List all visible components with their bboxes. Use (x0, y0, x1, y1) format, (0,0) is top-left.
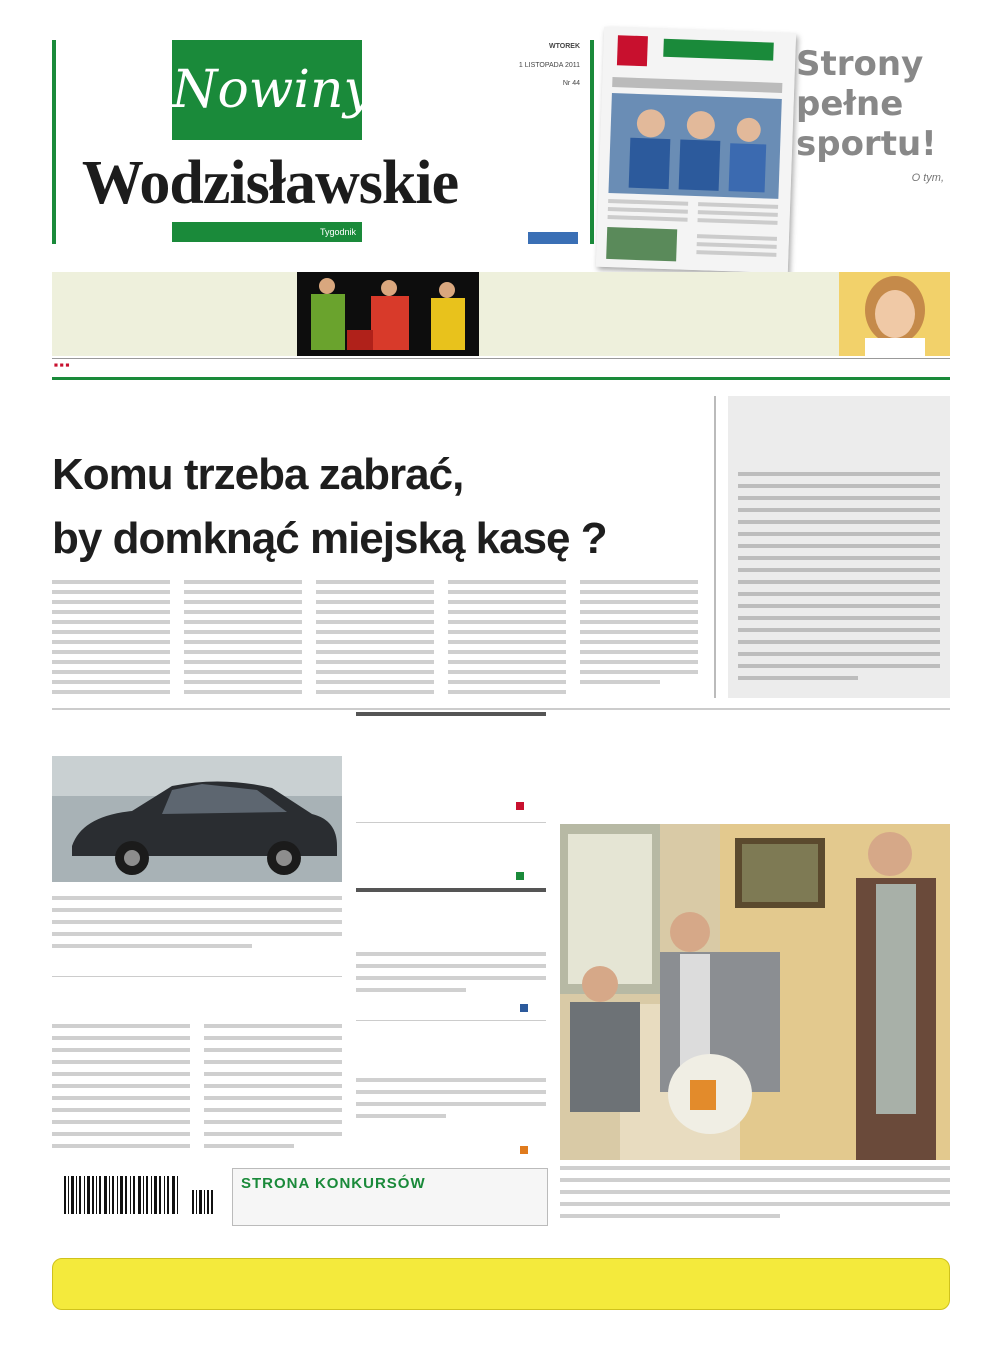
mid-sep-1 (356, 822, 546, 823)
promo-line-3: sportu! (796, 124, 937, 164)
promo-line-2: pełne (796, 84, 904, 124)
mid-box-2[interactable] (356, 826, 546, 882)
barcode-icon (60, 1168, 220, 1220)
barcode (60, 1168, 220, 1220)
promo-small-1: O tym, (911, 172, 944, 184)
photo-caption-lines (560, 1166, 950, 1226)
left-story-1-text-lines (52, 896, 342, 956)
teaser-1-photo (297, 272, 479, 356)
contest-box[interactable] (232, 1168, 548, 1226)
girl-portrait-image (839, 272, 950, 356)
issue-info (440, 38, 580, 94)
mid-story-1-text-lines (356, 952, 546, 1000)
masthead-left-rule (52, 40, 56, 244)
mid-box-1-marker-icon (516, 802, 524, 810)
teaser-box-2[interactable] (479, 272, 839, 356)
car-photo (52, 756, 342, 882)
mid-story-2-marker-icon (520, 1146, 528, 1154)
tygodnik-strip (172, 222, 362, 242)
teaser-2-photo (839, 272, 950, 356)
mid-box-1[interactable] (356, 728, 546, 816)
lead-headline-1[interactable]: Komu trzeba zabrać, (52, 450, 464, 499)
sidebar-box[interactable] (728, 396, 950, 698)
left-sep (52, 976, 342, 977)
lead-headline-2[interactable]: by domknąć miejską kasę ? (52, 514, 607, 563)
sports-promo (796, 44, 956, 186)
masthead-right-rule (590, 40, 594, 244)
mid-mid-rule (356, 888, 546, 892)
masthead-title: Wodzisławskie (81, 149, 459, 217)
issue-day: WTOREK (549, 43, 580, 50)
promo-line-1: Strony (796, 44, 924, 84)
mid-sep-2 (356, 1020, 546, 1021)
actors-stage-image (297, 272, 479, 356)
mid-story-2-text-lines (356, 1078, 546, 1126)
car-image (52, 756, 342, 882)
section-divider (52, 708, 950, 710)
ticker: ■ ■ ■ (54, 362, 70, 369)
nowiny-small-logo (528, 232, 578, 244)
main-photo (560, 824, 950, 1160)
nowiny-logo-block (172, 40, 373, 140)
lead-body-text-lines (52, 578, 702, 696)
ticker-top-rule (52, 358, 950, 359)
issue-number: Nr 44 (562, 80, 580, 87)
people-in-room-image (560, 824, 950, 1160)
mid-story-1-marker-icon (520, 1004, 528, 1012)
nowiny-logo-text: Nowiny (172, 60, 373, 120)
footer-notice (52, 1258, 950, 1310)
lead-body-columns (52, 578, 702, 696)
mid-top-rule (356, 712, 546, 716)
teaser-box-1[interactable] (52, 272, 297, 356)
sidebar-body-text-lines (738, 472, 940, 682)
tygodnik-label: Tygodnik (319, 227, 356, 237)
lead-right-rule (714, 396, 716, 698)
issue-date: 1 LISTOPADA 2011 (518, 61, 580, 69)
left-story-2-text-lines (52, 1024, 342, 1152)
sports-cover-image (596, 27, 796, 274)
contest-title: STRONA KONKURSÓW (241, 1175, 426, 1192)
ticker-bottom-rule (52, 377, 950, 380)
mid-box-2-marker-icon (516, 872, 524, 880)
sports-cover-thumbnail (596, 27, 796, 274)
